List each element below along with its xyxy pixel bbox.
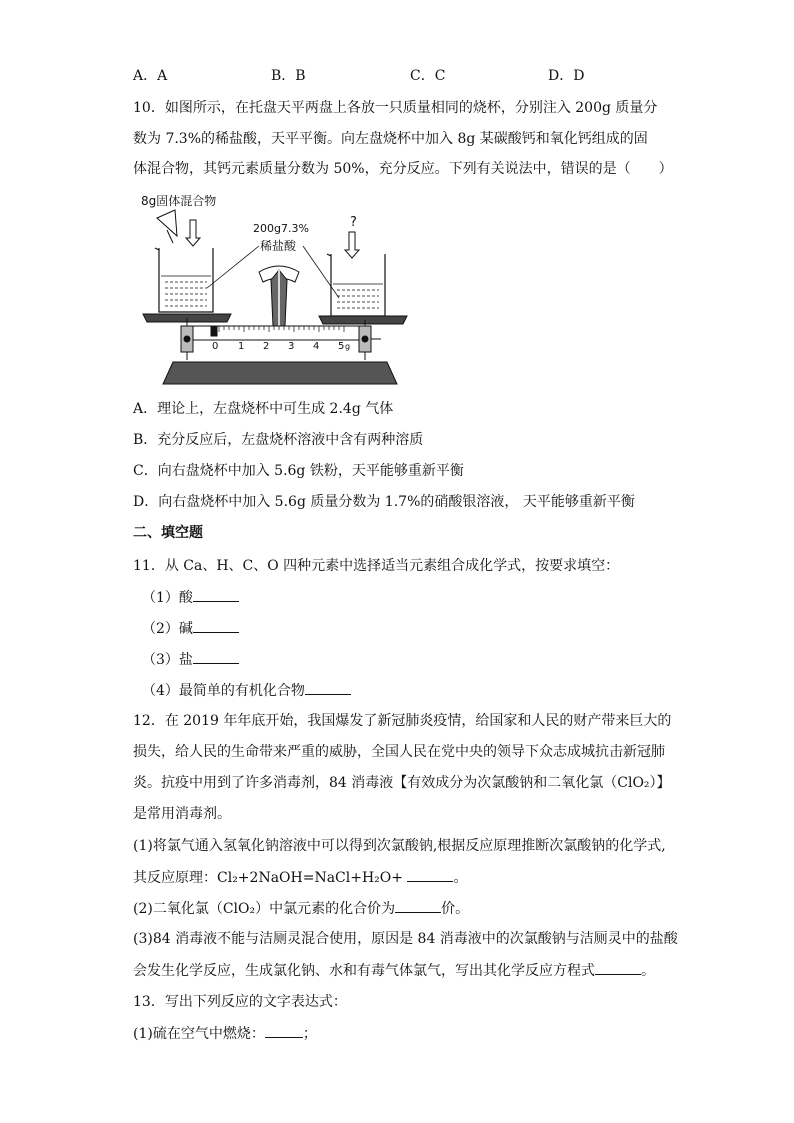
balance-beam (183, 326, 369, 340)
left-screw (181, 318, 193, 360)
q10-choice-a: A．理论上，左盘烧杯中可生成 2.4g 气体 (133, 401, 394, 417)
right-screw (359, 320, 381, 360)
q11-item-4: （4）最简单的有机化合物 (142, 680, 351, 701)
q13-stem: 13．写出下列反应的文字表达式： (133, 994, 347, 1010)
balance-figure (135, 188, 420, 388)
figure-label-acid-1: 200g7.3% (253, 222, 309, 235)
left-beaker (155, 248, 213, 312)
scale-tick-5: 5 (338, 341, 345, 352)
q10-stem-line2: 数为 7.3%的稀盐酸，天平平衡。向左盘烧杯中加入 8g 某碳酸钙和氧化钙组成的固 (133, 131, 648, 147)
q13-part1: (1)硫在空气中燃烧： ； (133, 1023, 317, 1044)
q10-choice-d: D．向右盘烧杯中加入 5.6g 质量分数为 1.7%的硝酸银溶液， 天平能够重新平衡 (133, 494, 635, 510)
option-c: C．C (410, 68, 446, 84)
figure-label-acid-2: 稀盐酸 (260, 239, 297, 253)
balance-base (163, 362, 397, 384)
q12-part1-line2: 其反应原理：Cl₂+2NaOH=NaCl+H₂O+ 。 (133, 867, 467, 888)
answer-blank[interactable] (265, 1023, 303, 1038)
q10-stem-line3: 体混合物，其钙元素质量分数为 50%，充分反应。下列有关说法中，错误的是（ ） (133, 161, 673, 177)
q11-item-1: （1）酸 (142, 587, 239, 608)
q12-part2: (2)二氧化氯（ClO₂）中氯元素的化合价为 价。 (133, 898, 469, 919)
answer-blank[interactable] (193, 649, 239, 664)
answer-blank[interactable] (395, 898, 441, 913)
option-b: B．B (271, 68, 306, 84)
right-add-arrow-icon (345, 232, 359, 258)
pouring-vessel (157, 210, 177, 243)
scale-tick-4: 4 (313, 341, 320, 352)
answer-blank[interactable] (407, 867, 453, 882)
q12-part3-line2: 会发生化学反应，生成氯化钠、水和有毒气体氯气，写出其化学反应方程式 。 (133, 960, 655, 981)
answer-blank[interactable] (305, 680, 351, 695)
figure-label-solid: 8g固体混合物 (141, 194, 217, 208)
section-heading: 二、填空题 (133, 525, 203, 541)
option-d: D．D (548, 68, 585, 84)
scale-unit: g (345, 342, 351, 351)
balance-pointer (259, 266, 299, 328)
q11-stem: 11．从 Ca、H、C、O 四种元素中选择适当元素组合成化学式，按要求填空： (133, 558, 620, 574)
q12-stem-line2: 损失，给人民的生命带来严重的威胁，全国人民在党中央的领导下众志成城抗击新冠肺 (133, 744, 665, 760)
option-a: A．A (133, 68, 168, 84)
right-pan (319, 316, 407, 324)
q12-part3-line1: (3)84 消毒液不能与洁厕灵混合使用，原因是 84 消毒液中的次氯酸钠与洁厕灵中的盐酸 (133, 931, 678, 947)
scale-tick-0: 0 (212, 341, 219, 352)
left-add-arrow-icon (186, 220, 200, 246)
scale-tick-3: 3 (288, 341, 295, 352)
q11-item-3: （3）盐 (142, 649, 239, 670)
q12-stem-line4: 是常用消毒剂。 (133, 806, 231, 822)
scale-tick-2: 2 (263, 341, 270, 352)
q12-stem-line3: 炎。抗疫中用到了许多消毒剂，84 消毒液【有效成分为次氯酸钠和二氧化氯（ClO₂）】 (133, 775, 671, 791)
answer-blank[interactable] (595, 960, 641, 975)
answer-blank[interactable] (193, 618, 239, 633)
q10-stem-line1: 10．如图所示，在托盘天平两盘上各放一只质量相同的烧杯，分别注入 200g 质量分 (133, 100, 658, 116)
q12-stem-line1: 12．在 2019 年年底开始，我国爆发了新冠肺炎疫情，给国家和人民的财产带来巨大的 (133, 713, 672, 729)
q10-choice-c: C．向右盘烧杯中加入 5.6g 铁粉，天平能够重新平衡 (133, 463, 464, 479)
scale-tick-1: 1 (238, 341, 245, 352)
q10-choice-b: B．充分反应后，左盘烧杯溶液中含有两种溶质 (133, 432, 424, 448)
figure-label-question: ? (350, 215, 357, 230)
q11-item-2: （2）碱 (142, 618, 239, 639)
right-beaker (327, 254, 385, 316)
answer-blank[interactable] (193, 587, 239, 602)
q12-part1-line1: (1)将氯气通入氢氧化钠溶液中可以得到次氯酸钠,根据反应原理推断次氯酸钠的化学式, (133, 838, 666, 854)
